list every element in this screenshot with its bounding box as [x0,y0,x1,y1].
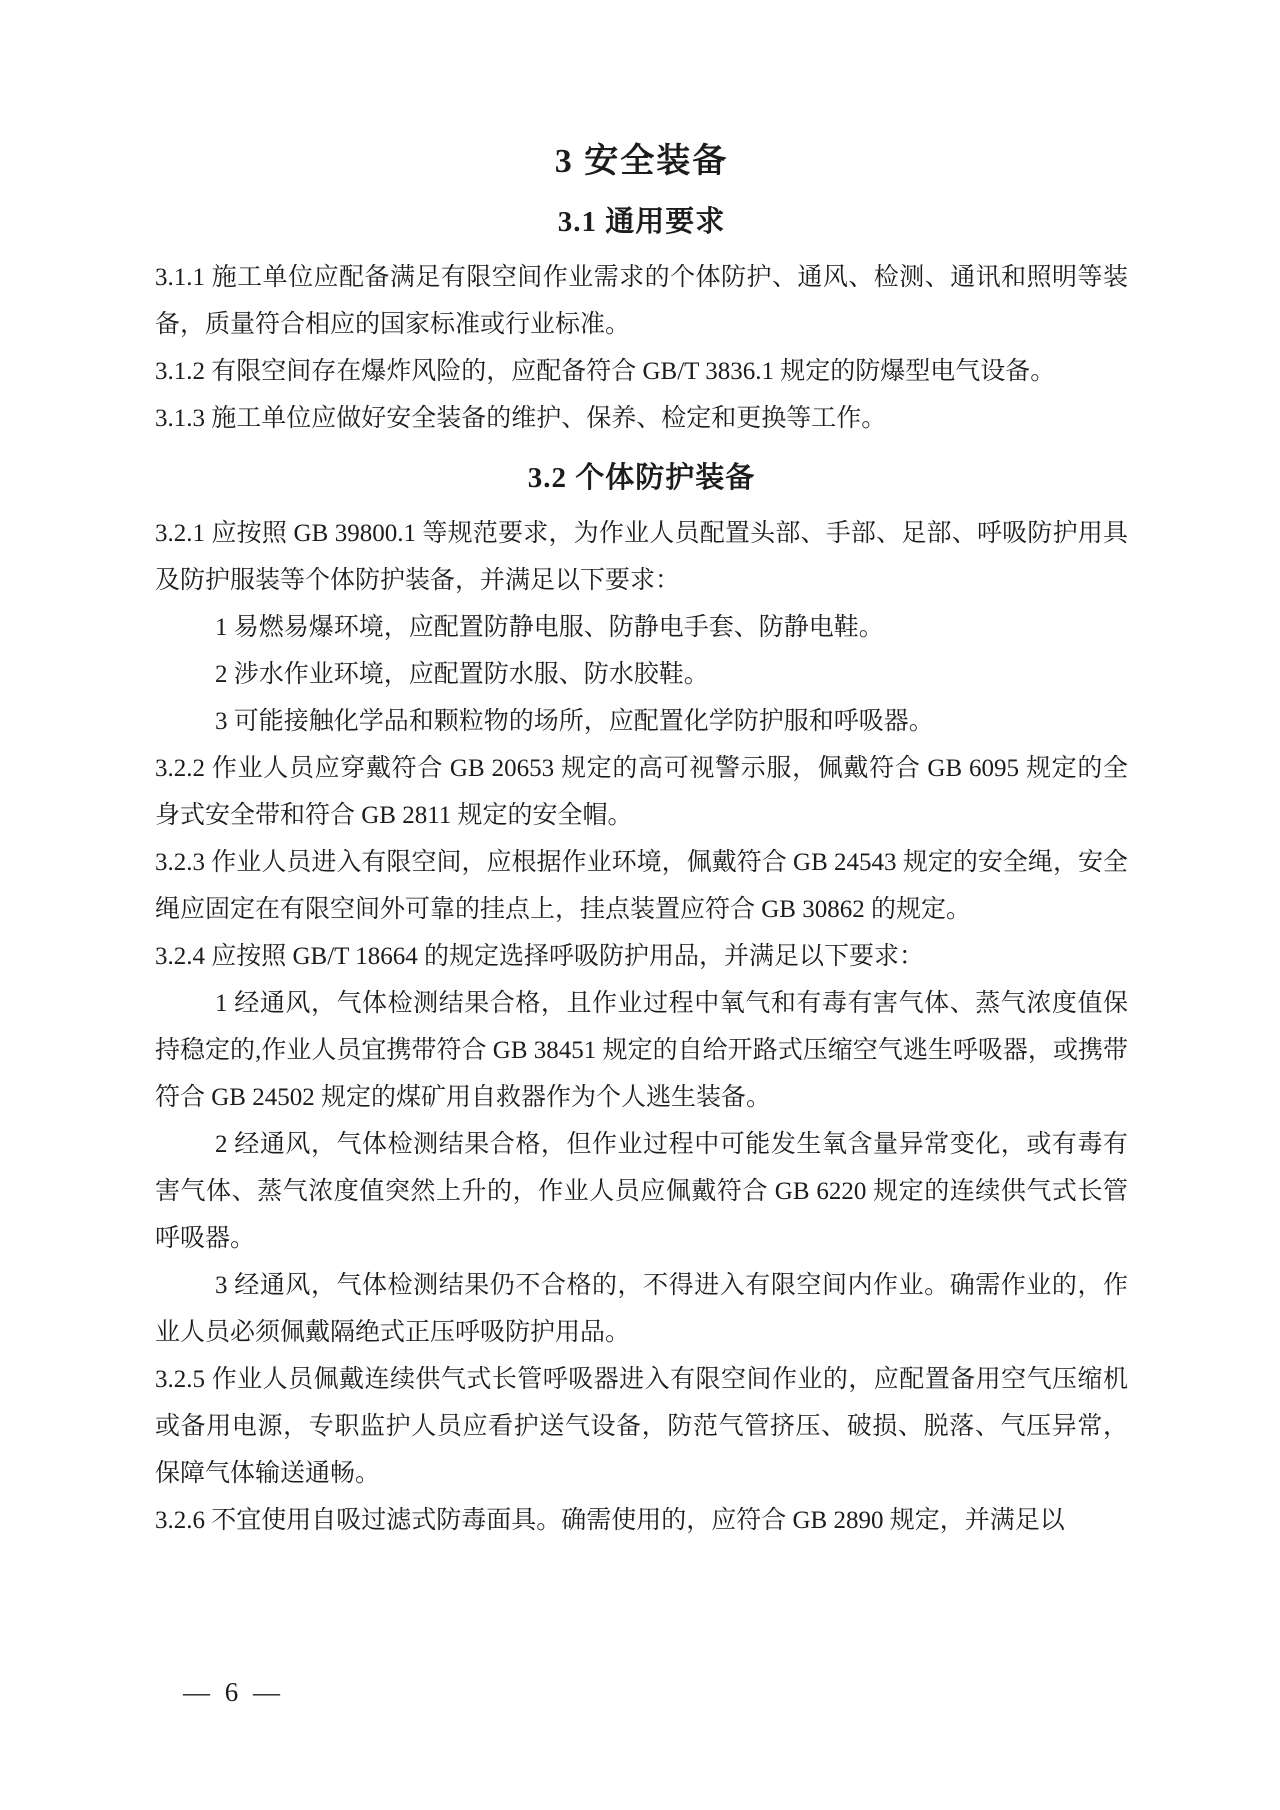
page-footer [183,1676,284,1708]
subitem-3-2-1-1: 1 易燃易爆环境，应配置防静电服、防静电手套、防静电鞋。 [215,614,884,641]
section-3-2-body [155,510,1128,1544]
subitem-3-2-4-1: 1 经通风，气体检测结果合格，且作业过程中氧气和有毒有害气体、蒸气浓度值保持稳定的,作业人员宜携带符合 GB 38451 规定的自给开路式压缩空气逃生呼吸器，或携带符合 GB 24502 规定的煤矿用自救器作为个人逃生装备。 [155,990,1128,1111]
clause-3-1-1: 3.1.1 施工单位应配备满足有限空间作业需求的个体防护、通风、检测、通讯和照明等装备，质量符合相应的国家标准或行业标准。 [155,264,1128,338]
clause-3-2-2: 3.2.2 作业人员应穿戴符合 GB 20653 规定的高可视警示服，佩戴符合 GB 6095 规定的全身式安全带和符合 GB 2811 规定的安全帽。 [155,755,1128,829]
chapter-title: 3 安全装备 [554,143,729,180]
section-general-requirements [155,202,1128,442]
clause-3-2-6: 3.2.6 不宜使用自吸过滤式防毒面具。确需使用的，应符合 GB 2890 规定，并满足以 [155,1507,1065,1534]
clause-3-1-3: 3.1.3 施工单位应做好安全装备的维护、保养、检定和更换等工作。 [155,405,887,432]
subitem-3-2-1-2: 2 涉水作业环境，应配置防水服、防水胶鞋。 [215,661,709,688]
clause-3-2-1: 3.2.1 应按照 GB 39800.1 等规范要求，为作业人员配置头部、手部、足部、呼吸防护用具及防护服装等个体防护装备，并满足以下要求： [155,520,1128,594]
page-number: — 6 — [183,1677,284,1707]
subitem-3-2-1-3: 3 可能接触化学品和颗粒物的场所，应配置化学防护服和呼吸器。 [215,708,934,735]
section-heading-3-2: 3.2 个体防护装备 [527,462,756,494]
section-personal-protective-equipment [155,458,1128,1544]
clause-3-2-5: 3.2.5 作业人员佩戴连续供气式长管呼吸器进入有限空间作业的，应配置备用空气压缩机或备用电源，专职监护人员应看护送气设备，防范气管挤压、破损、脱落、气压异常，保障气体输送通畅。 [155,1366,1128,1487]
clause-3-2-3: 3.2.3 作业人员进入有限空间，应根据作业环境，佩戴符合 GB 24543 规定的安全绳，安全绳应固定在有限空间外可靠的挂点上，挂点装置应符合 GB 30862 的规定。 [155,849,1128,923]
section-heading-3-1: 3.1 通用要求 [557,206,726,238]
section-3-1-body [155,254,1128,442]
subitem-3-2-4-2: 2 经通风，气体检测结果合格，但作业过程中可能发生氧含量异常变化，或有毒有害气体、蒸气浓度值突然上升的，作业人员应佩戴符合 GB 6220 规定的连续供气式长管呼吸器。 [155,1131,1128,1252]
subitem-3-2-4-3: 3 经通风，气体检测结果仍不合格的，不得进入有限空间内作业。确需作业的，作业人员必须佩戴隔绝式正压呼吸防护用品。 [155,1272,1128,1346]
clause-3-1-2: 3.1.2 有限空间存在爆炸风险的，应配备符合 GB/T 3836.1 规定的防爆型电气设备。 [155,358,1056,385]
clause-3-2-4: 3.2.4 应按照 GB/T 18664 的规定选择呼吸防护用品，并满足以下要求： [155,943,924,970]
